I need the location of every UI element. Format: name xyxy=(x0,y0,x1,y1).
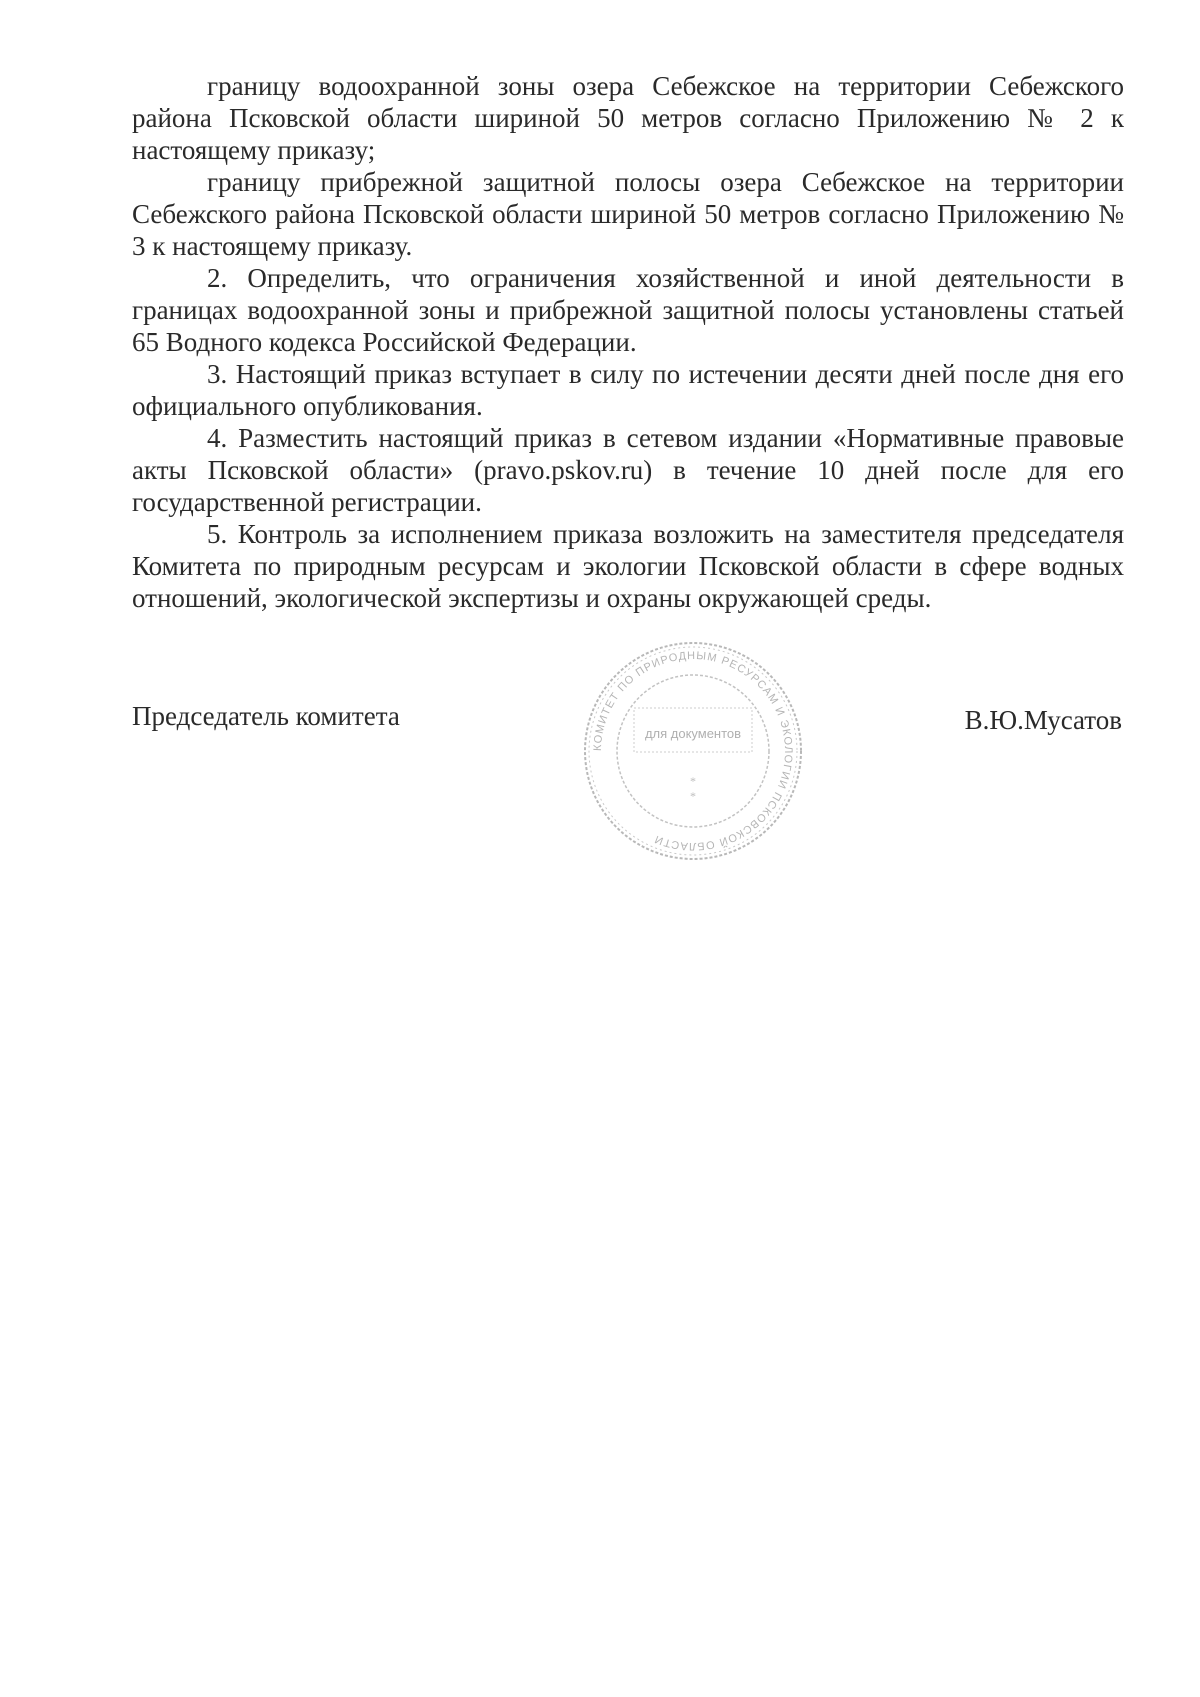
official-seal-stamp xyxy=(578,640,808,862)
paragraph-item-4: 4. Разместить настоящий приказ в сетевом издании «Нормативные правовые акты Псковской области» (pravo.pskov.ru) в течение 10 дней после для его государственной регистрации. xyxy=(132,423,1124,517)
stamp-center-text: для документов xyxy=(644,726,742,741)
stamp-ring-text: КОМИТЕТ ПО ПРИРОДНЫМ РЕСУРСАМ И ЭКОЛОГИИ ПСКОВСКОЙ ОБЛАСТИ xyxy=(591,649,795,853)
signatory-title: Председатель комитета xyxy=(132,701,400,731)
paragraph-item-5: 5. Контроль за исполнением приказа возложить на заместителя председателя Комитета по природным ресурсам и экологии Псковской области в сфере водных отношений, экологической экспертизы и охраны окружающей среды. xyxy=(132,519,1124,613)
document-body xyxy=(132,70,1124,614)
paragraph-item-2: 2. Определить, что ограничения хозяйственной и иной деятельности в границах водоохранной зоны и прибрежной защитной полосы установлены статьей 65 Водного кодекса Российской Федерации. xyxy=(132,263,1124,357)
signatory-name: В.Ю.Мусатов xyxy=(964,705,1122,735)
svg-text:*: * xyxy=(690,774,696,788)
paragraph-coastal-strip: границу прибрежной защитной полосы озера Себежское на территории Себежского района Псковской области шириной 50 метров согласно Приложению № 3 к настоящему приказу. xyxy=(132,167,1124,261)
paragraph-item-3: 3. Настоящий приказ вступает в силу по истечении десяти дней после дня его официального опубликования. xyxy=(132,359,1124,421)
svg-text:*: * xyxy=(690,789,696,803)
svg-text:КОМИТЕТ ПО ПРИРОДНЫМ РЕСУРСАМ xyxy=(592,650,794,852)
paragraph-water-protection-zone: границу водоохранной зоны озера Себежское на территории Себежского района Псковской области шириной 50 метров согласно Приложению № 2 к настоящему приказу; xyxy=(132,71,1124,165)
